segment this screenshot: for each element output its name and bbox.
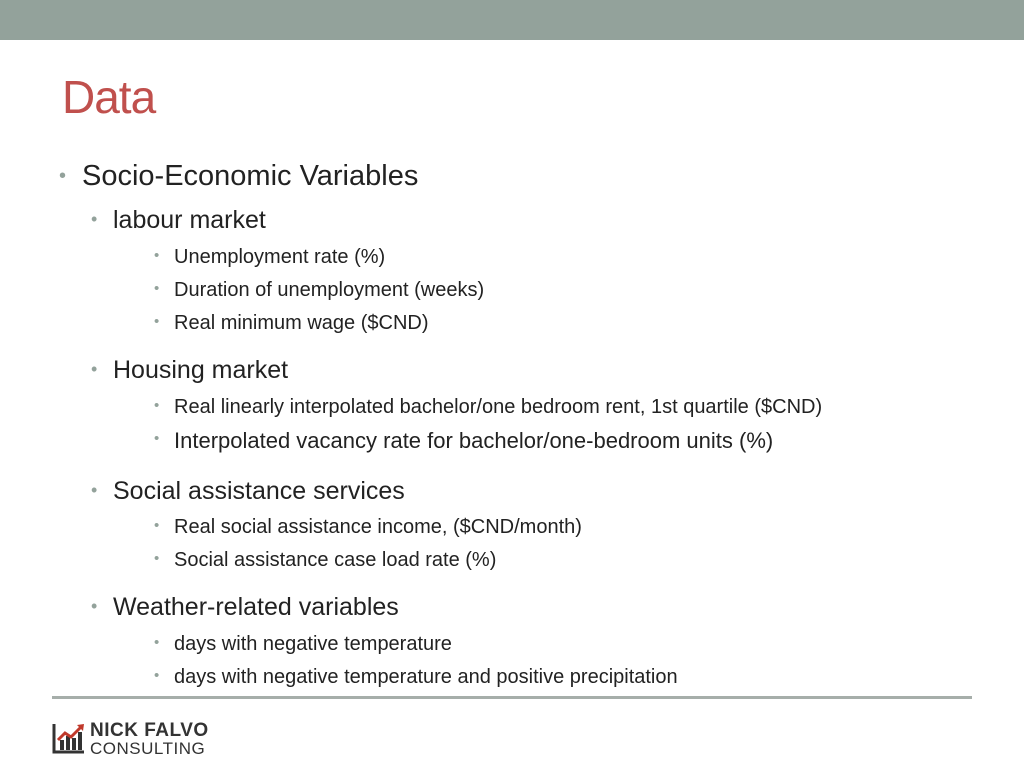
section-heading: [59, 160, 419, 192]
list-item-text: Real linearly interpolated bachelor/one bedroom rent, 1st quartile ($CND): [174, 396, 823, 418]
list-item-text: Duration of unemployment (weeks): [174, 279, 485, 301]
list-item: [154, 549, 497, 571]
list-item: [154, 246, 386, 268]
company-logo: [52, 718, 222, 758]
footer-divider: [52, 696, 972, 699]
list-item-text: Social assistance case load rate (%): [174, 549, 497, 571]
bullet-icon: •: [91, 359, 98, 379]
group-label-text: Social assistance services: [113, 477, 405, 505]
slide-title: Data: [62, 71, 156, 123]
list-item-text: Unemployment rate (%): [174, 246, 386, 268]
list-item: [154, 633, 452, 655]
bullet-icon: •: [91, 480, 98, 500]
list-item-text: Interpolated vacancy rate for bachelor/one-bedroom units (%): [174, 428, 774, 453]
bullet-icon: •: [91, 596, 98, 616]
bullet-icon: •: [154, 430, 160, 447]
bullet-icon: •: [154, 247, 160, 264]
list-item: [154, 279, 485, 301]
bullet-icon: •: [154, 550, 160, 567]
bullet-icon: •: [154, 667, 160, 684]
logo-name: NICK FALVO: [90, 720, 209, 741]
list-item: [154, 428, 774, 453]
group-label-text: Housing market: [113, 356, 289, 384]
list-item-text: days with negative temperature and positive precipitation: [174, 666, 678, 688]
list-item-text: days with negative temperature: [174, 633, 452, 655]
list-item-text: Real social assistance income, ($CND/month): [174, 516, 582, 538]
bullet-icon: •: [59, 165, 67, 187]
group-label-text: Weather-related variables: [113, 593, 399, 621]
bullet-icon: •: [154, 517, 160, 534]
group-label-labour-market: [91, 206, 266, 234]
group-label-text: labour market: [113, 206, 266, 234]
group-label-housing-market: [91, 356, 289, 384]
bullet-icon: •: [154, 313, 160, 330]
group-label-social-assistance: [91, 477, 405, 505]
logo-subtitle: CONSULTING: [90, 739, 206, 758]
list-item: [154, 666, 678, 688]
bullet-icon: •: [154, 280, 160, 297]
list-item: [154, 396, 823, 418]
bullet-icon: •: [154, 634, 160, 651]
group-label-weather: [91, 593, 399, 621]
bullet-icon: •: [91, 209, 98, 229]
list-item: [154, 312, 429, 334]
bullet-icon: •: [154, 397, 160, 414]
list-item: [154, 516, 582, 538]
growth-chart-icon: [52, 722, 86, 754]
section-heading-text: Socio-Economic Variables: [82, 160, 419, 192]
list-item-text: Real minimum wage ($CND): [174, 312, 429, 334]
